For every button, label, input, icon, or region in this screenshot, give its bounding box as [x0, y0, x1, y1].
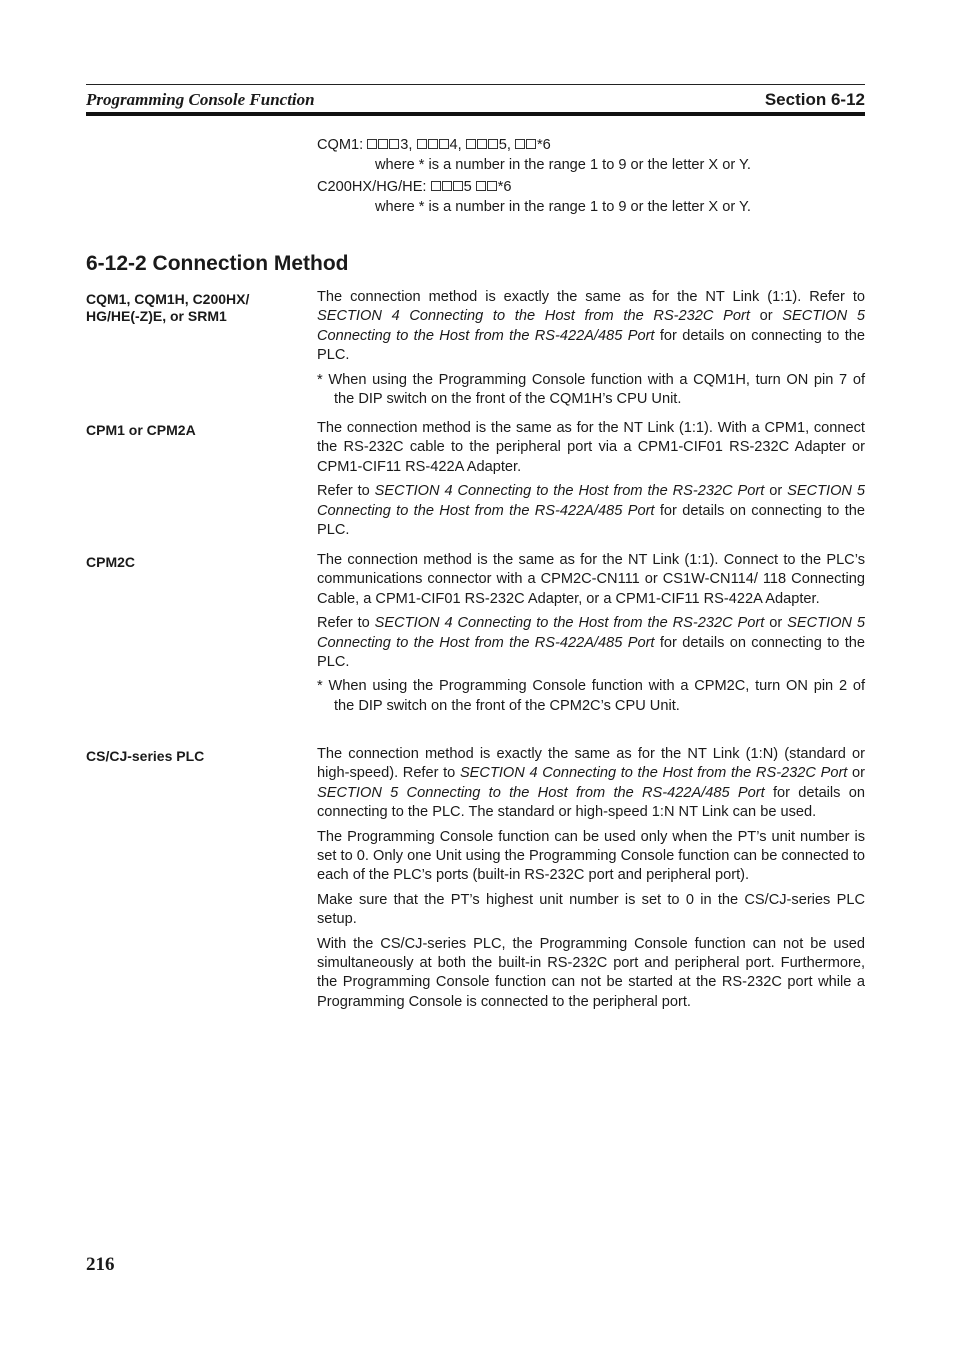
placeholder-box-icon — [488, 139, 498, 149]
paragraph: With the CS/CJ-series PLC, the Programming Console function can not be used simultaneously at both the built-in RS-232C port and peripheral port. Furthermore, the Programming Console function can not be started at the RS-232C port while a Programming Console is connected to the peripheral port. — [317, 935, 865, 1010]
entry-label: CPM1 or CPM2A — [86, 422, 196, 438]
entry-label: CQM1, CQM1H, C200HX/ HG/HE(-Z)E, or SRM1 — [86, 291, 250, 324]
cqm1-model-line — [317, 136, 865, 156]
placeholder-box-icon — [487, 181, 497, 191]
placeholder-box-icon — [428, 139, 438, 149]
section-reference: SECTION 5 Connecting to the Host from the RS-422A/485 Port — [317, 784, 765, 801]
entry-label: CS/CJ-series PLC — [86, 748, 205, 764]
model-code: 5 — [463, 179, 472, 195]
section-reference: SECTION 4 Connecting to the Host from the RS-232C Port — [374, 615, 765, 632]
entry-body — [317, 288, 865, 409]
entry-body — [317, 419, 865, 540]
placeholder-box-icon — [378, 139, 388, 149]
paragraph: Refer to SECTION 4 Connecting to the Host from the RS-232C Port or SECTION 5 Connecting to the Host from the RS-422A/485 Port for details on connecting to the PLC. — [317, 615, 865, 671]
model-code: 3, — [400, 137, 413, 153]
section-reference: SECTION 5 Connecting to the Host from the RS-422A/485 Port — [317, 615, 865, 651]
placeholder-box-icon — [526, 139, 536, 149]
section-reference: SECTION 4 Connecting to the Host from the RS-232C Port — [317, 308, 750, 325]
placeholder-box-icon — [515, 139, 525, 149]
paragraph: The Programming Console function can be used only when the PT’s unit number is set to 0. Only one Unit using the Programming Console function can be connected to each of the PLC’s ports (built-in RS-232C port and peripheral port). — [317, 828, 865, 884]
footnote: * When using the Programming Console function with a CQM1H, turn ON pin 7 of the DIP switch on the front of the CQM1H’s CPU Unit. — [317, 371, 865, 408]
running-header-section: Section 6-12 — [764, 90, 865, 109]
section-reference: SECTION 4 Connecting to the Host from the RS-232C Port — [374, 483, 765, 500]
running-header-title: Programming Console Function — [86, 90, 315, 109]
section-reference: SECTION 5 Connecting to the Host from the RS-422A/485 Port — [317, 483, 865, 519]
paragraph: Make sure that the PT’s highest unit number is set to 0 in the CS/CJ-series PLC setup. — [317, 891, 865, 928]
entry-cqm1 — [86, 288, 865, 414]
paragraph: The connection method is the same as for the NT Link (1:1). With a CPM1, connect the RS-232C cable to the peripheral port via a CPM1-CIF01 RS-232C Adapter or CPM1-CIF11 RS-422A Adapter. — [317, 420, 865, 475]
placeholder-box-icon — [431, 181, 441, 191]
section-reference: SECTION 4 Connecting to the Host from the RS-232C Port — [459, 765, 848, 782]
entry-cpm1 — [86, 419, 865, 545]
section-reference: SECTION 5 Connecting to the Host from the RS-422A/485 Port — [317, 308, 865, 344]
placeholder-box-icon — [477, 139, 487, 149]
paragraph: The connection method is exactly the same as for the NT Link (1:1). Refer to SECTION 4 Connecting to the Host from the RS-232C Port or SECTION 5 Connecting to the Host from the RS-422A/485 Port for details on connecting to the PLC. — [317, 289, 865, 364]
header-bottom-rule — [86, 112, 865, 116]
entry-cpm2c — [86, 551, 865, 721]
cqm1-label: CQM1: — [317, 137, 364, 153]
header-top-rule — [86, 84, 865, 85]
entry-label: CPM2C — [86, 554, 136, 570]
c200-where-note: where * is a number in the range 1 to 9 or the letter X or Y. — [375, 198, 751, 215]
footnote: * When using the Programming Console function with a CPM2C, turn ON pin 2 of the DIP switch on the front of the CPM2C’s CPU Unit. — [317, 678, 865, 714]
entry-cs-cj — [86, 745, 865, 1017]
model-code: 5, — [498, 137, 511, 153]
model-code: *6 — [536, 137, 551, 153]
paragraph: Refer to SECTION 4 Connecting to the Host from the RS-232C Port or SECTION 5 Connecting to the Host from the RS-422A/485 Port for details on connecting to the PLC. — [317, 483, 865, 539]
paragraph: The connection method is exactly the same as for the NT Link (1:N) (standard or high-speed). Refer to SECTION 4 Connecting to the Host from the RS-232C Port or SECTION 5 Connecting to the Host from the RS-422A/485 Port for details on connecting to the PLC. The standard or high-speed 1:N NT Link can be used. — [317, 746, 866, 821]
section-heading: 6-12-2 Connection Method — [86, 252, 349, 275]
placeholder-box-icon — [466, 139, 476, 149]
placeholder-box-icon — [417, 139, 427, 149]
placeholder-box-icon — [367, 139, 377, 149]
model-list — [317, 136, 865, 220]
placeholder-box-icon — [476, 181, 486, 191]
placeholder-box-icon — [389, 139, 399, 149]
c200-model-line — [317, 178, 865, 198]
placeholder-box-icon — [453, 181, 463, 191]
entry-body — [317, 551, 865, 716]
entry-body — [317, 745, 865, 1012]
placeholder-box-icon — [439, 139, 449, 149]
model-code: 4, — [449, 137, 462, 153]
page-number: 216 — [86, 1254, 115, 1275]
placeholder-box-icon — [442, 181, 452, 191]
model-code: *6 — [497, 179, 512, 195]
c200-label: C200HX/HG/HE: — [317, 179, 427, 195]
paragraph: The connection method is the same as for the NT Link (1:1). Connect to the PLC’s communications connector with a CPM2C-CN111 or CS1W-CN114/ 118 Connecting Cable, a CPM1-CIF01 RS-232C Adapter, or a CPM1-CIF11 RS-422A Adapter. — [317, 552, 865, 607]
cqm1-where-note: where * is a number in the range 1 to 9 or the letter X or Y. — [375, 156, 751, 173]
